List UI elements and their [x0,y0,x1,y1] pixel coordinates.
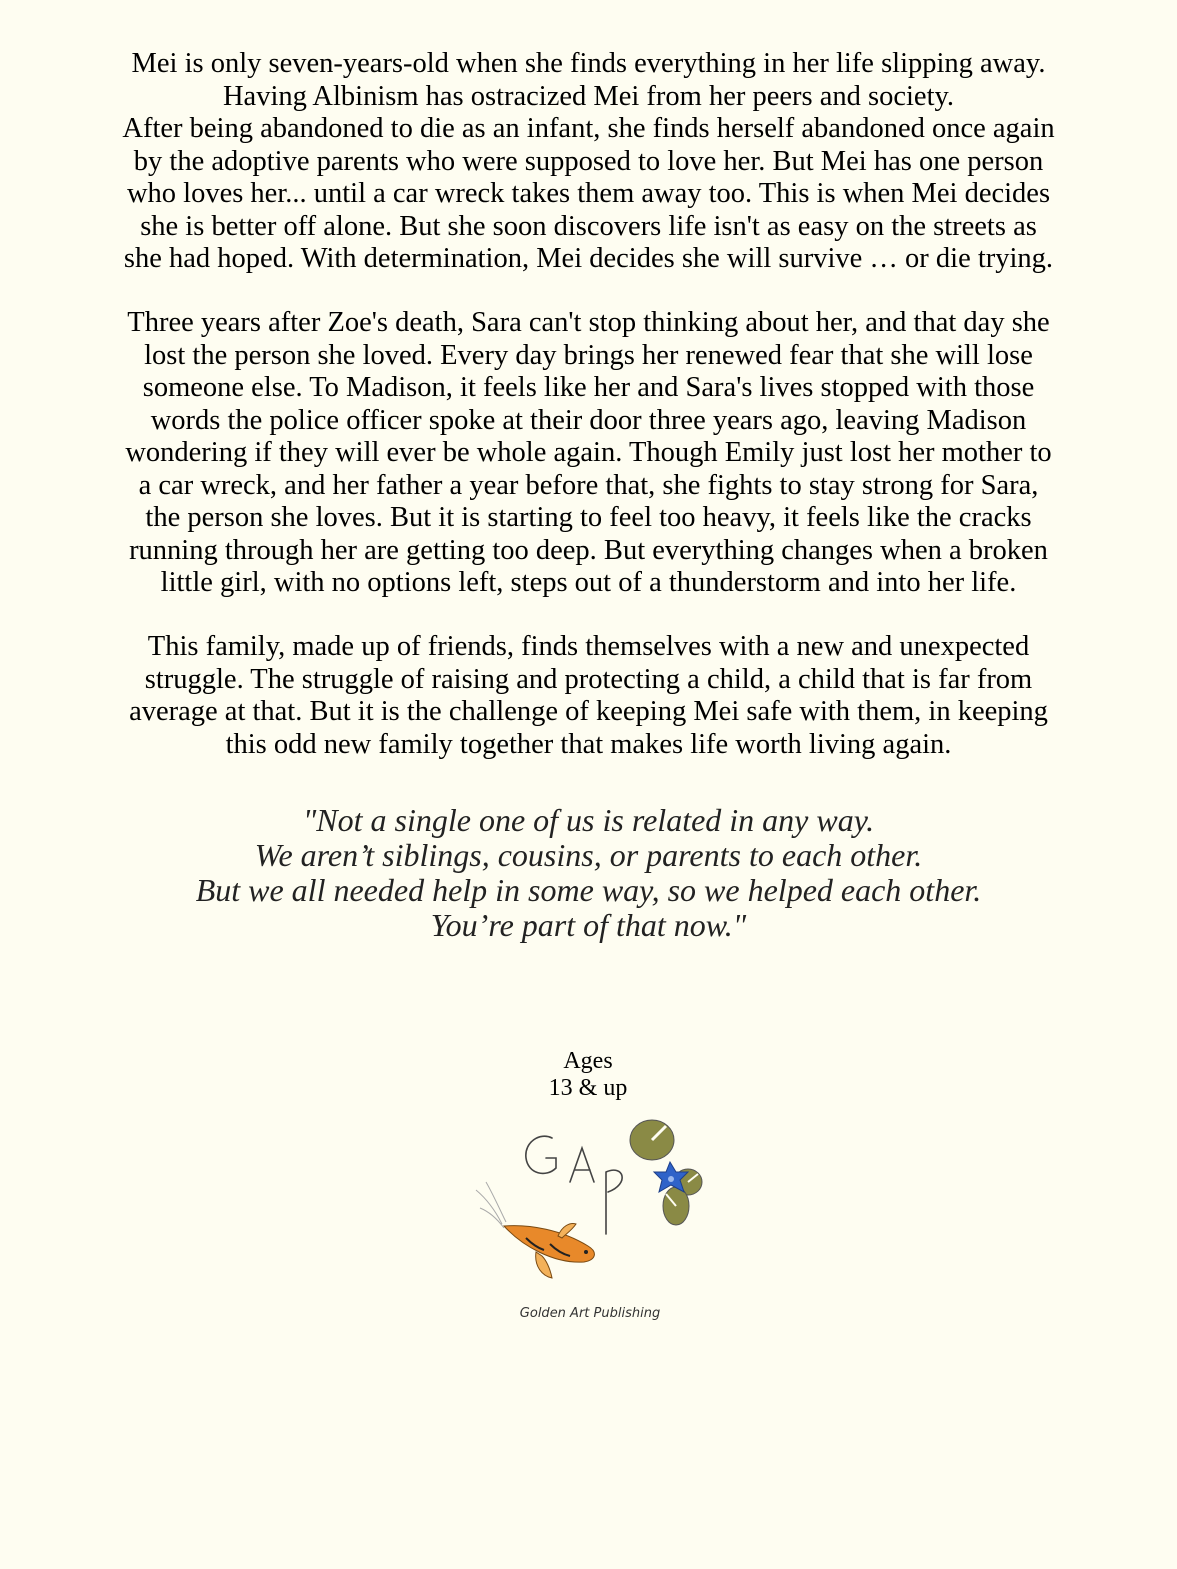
text-line: she had hoped. With determination, Mei decides she will survive … or die trying. [123,243,1054,274]
age-rating-value: 13 & up [548,1075,628,1101]
blue-flower-icon [654,1162,688,1192]
blurb-paragraph-2 [40,307,1137,600]
pull-quote [40,803,1137,943]
text-line: a car wreck, and her father a year before that, she fights to stay strong for Sara, [138,469,1039,501]
blurb-paragraph-1 [40,48,1137,276]
text-line: Having Albinism has ostracized Mei from her peers and society. [222,80,955,112]
quote-line: But we all needed help in some way, so we helped each other. [195,872,982,908]
publisher-logo-graphic [466,1112,726,1302]
text-line: this odd new family together that makes life worth living again. [225,728,952,760]
text-line: lost the person she loved. Every day brings her renewed fear that she will lose [144,339,1033,371]
publisher-logo [466,1112,726,1302]
text-line: who loves her... until a car wreck takes them away too. This is when Mei decides [126,178,1051,209]
text-line: words the police officer spoke at their door three years ago, leaving Madison [150,404,1027,436]
text-line: wondering if they will ever be whole again. Though Emily just lost her mother to [125,437,1052,468]
koi-fish-icon [476,1182,594,1278]
quote-line: We aren’t siblings, cousins, or parents to each other. [254,837,923,873]
text-line: the person she loves. But it is starting to feel too heavy, it feels like the cracks [145,502,1032,533]
quote-line: You’re part of that now." [430,907,747,943]
text-line: she is better off alone. But she soon discovers life isn't as easy on the streets as [140,210,1037,242]
blurb-paragraph-3 [40,631,1137,761]
text-line: by the adoptive parents who were supposed to love her. But Mei has one person [133,145,1044,177]
text-line: struggle. The struggle of raising and protecting a child, a child that is far from [144,663,1033,695]
text-line: After being abandoned to die as an infant, she finds herself abandoned once again [122,113,1055,144]
age-rating [488,1048,688,1102]
text-line: average at that. But it is the challenge of keeping Mei safe with them, in keeping [129,696,1048,727]
text-line: running through her are getting too deep. But everything changes when a broken [129,534,1048,566]
text-line: This family, made up of friends, finds themselves with a new and unexpected [147,631,1030,662]
age-rating-label: Ages [563,1048,613,1074]
quote-line: "Not a single one of us is related in any way. [302,802,875,838]
text-line: Mei is only seven-years-old when she finds everything in her life slipping away. [131,48,1046,79]
publisher-name: Golden Art Publishing [519,1306,661,1321]
text-line: someone else. To Madison, it feels like her and Sara's lives stopped with those [142,372,1035,403]
text-line: little girl, with no options left, steps out of a thunderstorm and into her life. [160,567,1017,598]
logo-letters [526,1136,622,1234]
text-line: Three years after Zoe's death, Sara can't stop thinking about her, and that day she [127,307,1050,338]
